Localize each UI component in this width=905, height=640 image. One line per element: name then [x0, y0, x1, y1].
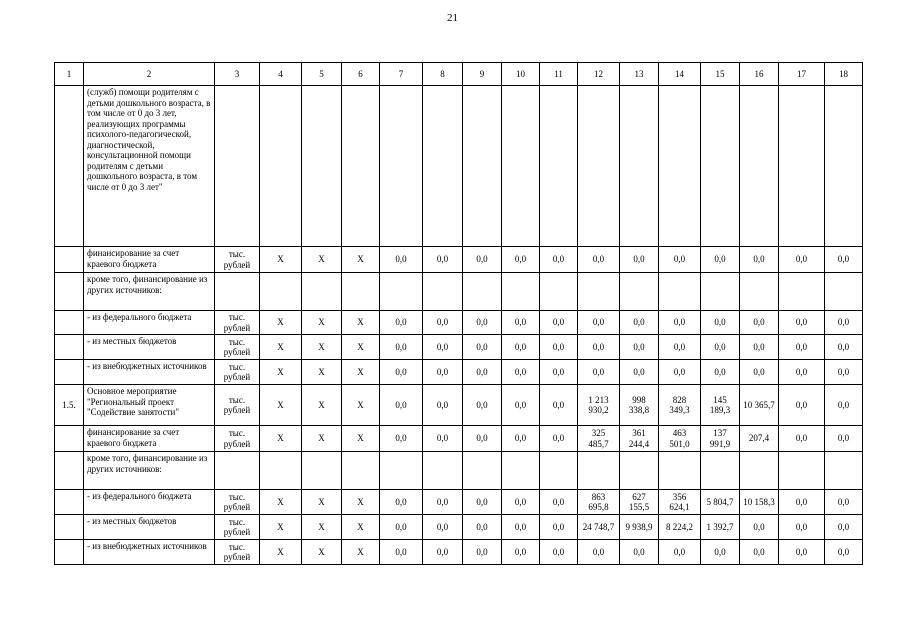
value-cell	[825, 86, 863, 247]
header-cell: 13	[620, 63, 659, 86]
description-cell: финансирование за счет краевого бюджета	[84, 247, 215, 273]
unit-cell: тыс. рублей	[215, 311, 260, 335]
value-cell: 0,0	[659, 247, 701, 273]
value-cell: 0,0	[540, 490, 578, 515]
header-cell: 11	[540, 63, 578, 86]
value-cell: X	[342, 490, 380, 515]
value-cell	[423, 86, 463, 247]
value-cell	[342, 452, 380, 490]
description-cell: кроме того, финансирование из других источников:	[84, 273, 215, 311]
value-cell: 0,0	[779, 335, 825, 360]
unit-cell: тыс. рублей	[215, 540, 260, 565]
table-row	[55, 490, 863, 515]
header-cell: 5	[302, 63, 342, 86]
value-cell: 0,0	[620, 360, 659, 385]
unit-cell	[215, 86, 260, 247]
value-cell: 8 224,2	[659, 515, 701, 540]
value-cell	[302, 452, 342, 490]
value-cell	[463, 273, 502, 311]
header-cell: 8	[423, 63, 463, 86]
value-cell: 325 485,7	[578, 426, 620, 452]
value-cell: 0,0	[701, 247, 740, 273]
value-cell: 0,0	[740, 311, 779, 335]
value-cell	[740, 86, 779, 247]
header-cell: 17	[779, 63, 825, 86]
value-cell: 0,0	[380, 490, 423, 515]
value-cell: 0,0	[825, 515, 863, 540]
value-cell: 1 392,7	[701, 515, 740, 540]
value-cell	[740, 452, 779, 490]
unit-cell: тыс. рублей	[215, 360, 260, 385]
value-cell: 0,0	[380, 311, 423, 335]
value-cell: 0,0	[825, 335, 863, 360]
value-cell	[342, 86, 380, 247]
table-row	[55, 452, 863, 490]
value-cell: X	[260, 515, 302, 540]
unit-cell: тыс. рублей	[215, 385, 260, 426]
value-cell: 0,0	[578, 540, 620, 565]
value-cell	[701, 86, 740, 247]
value-cell: 137 991,9	[701, 426, 740, 452]
value-cell	[779, 452, 825, 490]
value-cell: 9 938,9	[620, 515, 659, 540]
value-cell: 0,0	[540, 360, 578, 385]
header-cell: 9	[463, 63, 502, 86]
header-cell: 3	[215, 63, 260, 86]
value-cell: 0,0	[423, 335, 463, 360]
value-cell: 0,0	[825, 490, 863, 515]
table-row	[55, 515, 863, 540]
header-cell: 1	[55, 63, 84, 86]
value-cell	[825, 452, 863, 490]
budget-table	[54, 62, 863, 565]
value-cell: 0,0	[502, 426, 540, 452]
value-cell: 0,0	[463, 490, 502, 515]
value-cell: 0,0	[540, 426, 578, 452]
value-cell	[659, 86, 701, 247]
value-cell: 207,4	[740, 426, 779, 452]
value-cell: 0,0	[463, 515, 502, 540]
value-cell: X	[260, 247, 302, 273]
item-number-cell	[55, 360, 84, 385]
value-cell: 361 244,4	[620, 426, 659, 452]
item-number-cell	[55, 247, 84, 273]
item-number-cell: 1.5.	[55, 385, 84, 426]
value-cell	[740, 273, 779, 311]
value-cell	[659, 273, 701, 311]
value-cell: 0,0	[502, 311, 540, 335]
value-cell: 0,0	[620, 311, 659, 335]
item-number-cell	[55, 540, 84, 565]
header-cell: 12	[578, 63, 620, 86]
header-cell: 6	[342, 63, 380, 86]
value-cell: 0,0	[620, 335, 659, 360]
value-cell: 0,0	[779, 247, 825, 273]
item-number-cell	[55, 490, 84, 515]
value-cell: X	[342, 385, 380, 426]
header-row	[55, 63, 863, 86]
table-row	[55, 426, 863, 452]
value-cell	[502, 273, 540, 311]
value-cell: 0,0	[423, 426, 463, 452]
item-number-cell	[55, 86, 84, 247]
value-cell: 0,0	[659, 311, 701, 335]
value-cell: 0,0	[502, 515, 540, 540]
value-cell: 0,0	[540, 247, 578, 273]
value-cell: 0,0	[779, 360, 825, 385]
value-cell	[502, 452, 540, 490]
value-cell: 0,0	[423, 311, 463, 335]
item-number-cell	[55, 426, 84, 452]
value-cell: 0,0	[423, 385, 463, 426]
description-cell: финансирование за счет краевого бюджета	[84, 426, 215, 452]
header-cell: 10	[502, 63, 540, 86]
value-cell	[620, 86, 659, 247]
value-cell: 0,0	[463, 335, 502, 360]
value-cell: 463 501,0	[659, 426, 701, 452]
value-cell	[260, 273, 302, 311]
value-cell	[260, 452, 302, 490]
unit-cell: тыс. рублей	[215, 515, 260, 540]
value-cell: 0,0	[779, 540, 825, 565]
value-cell	[380, 452, 423, 490]
value-cell: 0,0	[825, 311, 863, 335]
value-cell: 0,0	[659, 335, 701, 360]
header-cell: 15	[701, 63, 740, 86]
value-cell	[540, 452, 578, 490]
page-number: 21	[447, 12, 458, 24]
table-row	[55, 86, 863, 247]
value-cell: 0,0	[779, 311, 825, 335]
value-cell: X	[260, 426, 302, 452]
header-cell: 2	[84, 63, 215, 86]
table-row	[55, 385, 863, 426]
value-cell	[302, 273, 342, 311]
value-cell: 0,0	[779, 490, 825, 515]
value-cell: 5 804,7	[701, 490, 740, 515]
value-cell	[502, 86, 540, 247]
description-cell: - из федерального бюджета	[84, 311, 215, 335]
value-cell: 0,0	[380, 335, 423, 360]
value-cell: 0,0	[502, 335, 540, 360]
value-cell: X	[260, 311, 302, 335]
value-cell	[540, 273, 578, 311]
value-cell: 0,0	[620, 247, 659, 273]
description-cell: кроме того, финансирование из других источников:	[84, 452, 215, 490]
table-row	[55, 335, 863, 360]
header-cell: 18	[825, 63, 863, 86]
description-cell: (служб) помощи родителям с детьми дошкольного возраста, в том числе от 0 до 3 лет, реализующих программы психолого-педагогической, диагностической, консультационной помощи родителям с детьми дошкольного возраста, в том числе от 0 до 3 лет"	[84, 86, 215, 247]
value-cell: 0,0	[423, 360, 463, 385]
header-cell: 4	[260, 63, 302, 86]
item-number-cell	[55, 273, 84, 311]
value-cell: X	[260, 540, 302, 565]
unit-cell	[215, 452, 260, 490]
value-cell: 10 365,7	[740, 385, 779, 426]
description-cell: - из внебюджетных источников	[84, 360, 215, 385]
value-cell: 0,0	[620, 540, 659, 565]
value-cell: X	[260, 490, 302, 515]
table-row	[55, 273, 863, 311]
value-cell: X	[260, 360, 302, 385]
value-cell: 0,0	[463, 426, 502, 452]
value-cell	[463, 86, 502, 247]
value-cell: X	[302, 385, 342, 426]
value-cell: X	[342, 247, 380, 273]
value-cell: 0,0	[502, 385, 540, 426]
item-number-cell	[55, 452, 84, 490]
value-cell: 0,0	[463, 311, 502, 335]
description-cell: - из федерального бюджета	[84, 490, 215, 515]
value-cell: X	[302, 490, 342, 515]
value-cell: X	[342, 540, 380, 565]
value-cell: 0,0	[779, 385, 825, 426]
value-cell: 998 338,8	[620, 385, 659, 426]
value-cell	[260, 86, 302, 247]
value-cell: 0,0	[701, 360, 740, 385]
value-cell: 0,0	[380, 426, 423, 452]
value-cell	[779, 273, 825, 311]
value-cell	[578, 86, 620, 247]
value-cell: 0,0	[578, 247, 620, 273]
table-row	[55, 540, 863, 565]
value-cell: 0,0	[659, 540, 701, 565]
value-cell: 0,0	[825, 360, 863, 385]
description-cell: Основное мероприятие "Региональный проект "Содействие занятости"	[84, 385, 215, 426]
value-cell	[578, 273, 620, 311]
value-cell: 0,0	[502, 540, 540, 565]
value-cell: 0,0	[740, 360, 779, 385]
value-cell: X	[260, 385, 302, 426]
value-cell: 0,0	[540, 335, 578, 360]
description-cell: - из внебюджетных источников	[84, 540, 215, 565]
unit-cell: тыс. рублей	[215, 247, 260, 273]
value-cell: 0,0	[578, 360, 620, 385]
value-cell: X	[342, 426, 380, 452]
value-cell: 0,0	[740, 247, 779, 273]
value-cell: 1 213 930,2	[578, 385, 620, 426]
value-cell	[620, 273, 659, 311]
description-cell: - из местных бюджетов	[84, 515, 215, 540]
value-cell: X	[260, 335, 302, 360]
value-cell: 0,0	[659, 360, 701, 385]
unit-cell: тыс. рублей	[215, 335, 260, 360]
value-cell	[659, 452, 701, 490]
value-cell	[423, 273, 463, 311]
value-cell: 0,0	[740, 515, 779, 540]
header-cell: 7	[380, 63, 423, 86]
value-cell: 0,0	[740, 335, 779, 360]
value-cell: 0,0	[423, 247, 463, 273]
table-row	[55, 247, 863, 273]
value-cell: 0,0	[578, 311, 620, 335]
value-cell: 0,0	[380, 247, 423, 273]
table-row	[55, 311, 863, 335]
value-cell: 0,0	[423, 540, 463, 565]
value-cell: 0,0	[578, 335, 620, 360]
value-cell	[620, 452, 659, 490]
value-cell: X	[302, 515, 342, 540]
value-cell: 0,0	[463, 247, 502, 273]
value-cell: 0,0	[740, 540, 779, 565]
value-cell: 0,0	[463, 540, 502, 565]
value-cell: 0,0	[825, 426, 863, 452]
value-cell: 0,0	[502, 360, 540, 385]
value-cell	[302, 86, 342, 247]
value-cell: 828 349,3	[659, 385, 701, 426]
value-cell: 863 695,8	[578, 490, 620, 515]
value-cell	[463, 452, 502, 490]
value-cell: X	[302, 426, 342, 452]
value-cell: 0,0	[779, 426, 825, 452]
value-cell	[380, 273, 423, 311]
value-cell: X	[302, 540, 342, 565]
value-cell: 24 748,7	[578, 515, 620, 540]
value-cell	[423, 452, 463, 490]
header-cell: 16	[740, 63, 779, 86]
value-cell: X	[302, 311, 342, 335]
value-cell: 0,0	[825, 540, 863, 565]
value-cell: X	[342, 335, 380, 360]
value-cell: 0,0	[423, 490, 463, 515]
value-cell: X	[302, 360, 342, 385]
value-cell: 0,0	[701, 335, 740, 360]
value-cell: 0,0	[380, 515, 423, 540]
unit-cell: тыс. рублей	[215, 490, 260, 515]
value-cell: X	[302, 335, 342, 360]
value-cell: X	[342, 360, 380, 385]
value-cell: 0,0	[825, 247, 863, 273]
value-cell: 0,0	[502, 490, 540, 515]
value-cell	[701, 452, 740, 490]
value-cell: 0,0	[380, 385, 423, 426]
value-cell: 0,0	[502, 247, 540, 273]
item-number-cell	[55, 335, 84, 360]
value-cell: 0,0	[423, 515, 463, 540]
value-cell: 627 155,5	[620, 490, 659, 515]
value-cell: 145 189,3	[701, 385, 740, 426]
value-cell: 0,0	[701, 540, 740, 565]
value-cell: 0,0	[540, 515, 578, 540]
value-cell	[578, 452, 620, 490]
item-number-cell	[55, 311, 84, 335]
value-cell: 0,0	[540, 385, 578, 426]
value-cell	[825, 273, 863, 311]
value-cell: 0,0	[540, 540, 578, 565]
value-cell: 356 624,1	[659, 490, 701, 515]
header-cell: 14	[659, 63, 701, 86]
value-cell: X	[342, 311, 380, 335]
value-cell: 0,0	[380, 540, 423, 565]
value-cell: X	[302, 247, 342, 273]
value-cell: 0,0	[779, 515, 825, 540]
value-cell: 0,0	[701, 311, 740, 335]
unit-cell	[215, 273, 260, 311]
value-cell: 0,0	[463, 385, 502, 426]
item-number-cell	[55, 515, 84, 540]
value-cell: 0,0	[463, 360, 502, 385]
value-cell	[540, 86, 578, 247]
value-cell: 0,0	[825, 385, 863, 426]
value-cell: 0,0	[540, 311, 578, 335]
value-cell: 10 158,3	[740, 490, 779, 515]
value-cell	[380, 86, 423, 247]
value-cell: 0,0	[380, 360, 423, 385]
value-cell: X	[342, 515, 380, 540]
value-cell	[342, 273, 380, 311]
unit-cell: тыс. рублей	[215, 426, 260, 452]
description-cell: - из местных бюджетов	[84, 335, 215, 360]
value-cell	[701, 273, 740, 311]
value-cell	[779, 86, 825, 247]
table-row	[55, 360, 863, 385]
